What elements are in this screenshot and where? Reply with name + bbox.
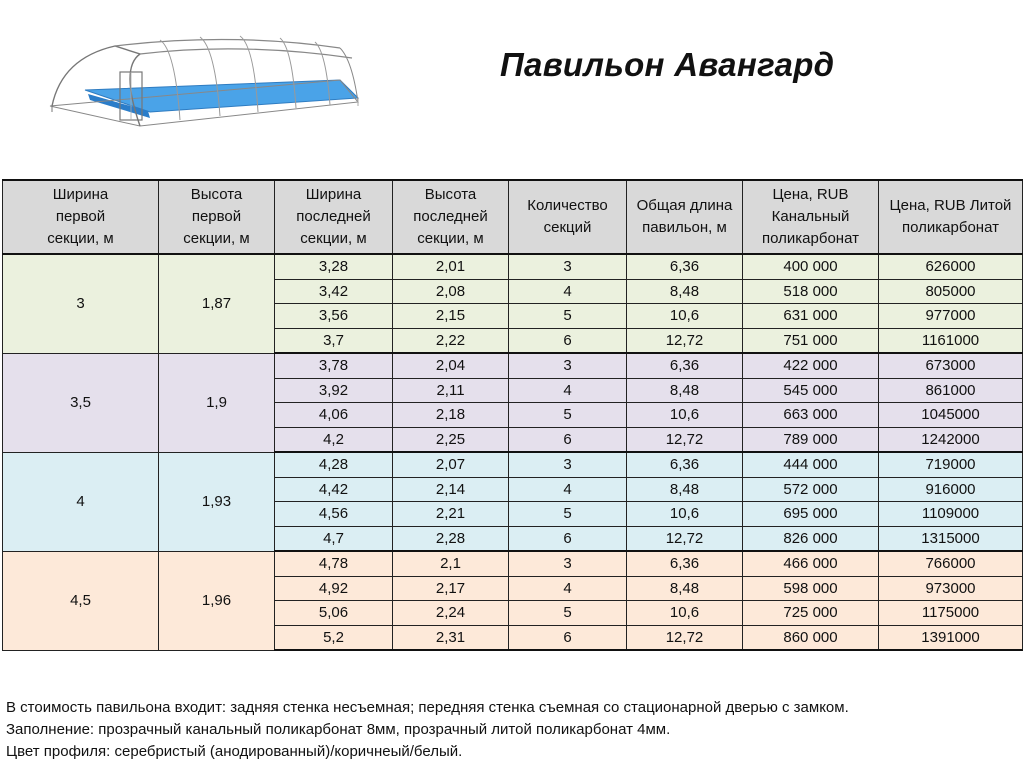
price-cell: 598 000 <box>743 576 879 601</box>
table-cell: 5,06 <box>275 601 393 626</box>
height-first-cell: 1,87 <box>159 254 275 353</box>
table-header-row <box>3 180 1023 254</box>
width-first-cell: 3,5 <box>3 353 159 452</box>
price-cell: 1045000 <box>879 403 1023 428</box>
table-cell: 2,1 <box>393 551 509 576</box>
price-cell: 466 000 <box>743 551 879 576</box>
price-cell: 1161000 <box>879 328 1023 353</box>
price-cell: 663 000 <box>743 403 879 428</box>
table-cell: 4 <box>509 477 627 502</box>
column-header-text: Цена, RUB <box>772 186 849 203</box>
table-cell: 6,36 <box>627 254 743 279</box>
price-cell: 719000 <box>879 452 1023 477</box>
column-header-text: последней <box>296 208 371 225</box>
table-cell: 6 <box>509 328 627 353</box>
price-table <box>2 179 1023 651</box>
column-header <box>159 180 275 254</box>
column-header-text: Цена, RUB Литой <box>889 197 1012 214</box>
price-cell: 626000 <box>879 254 1023 279</box>
table-cell: 2,25 <box>393 427 509 452</box>
table-cell: 4 <box>509 576 627 601</box>
column-header <box>743 180 879 254</box>
table-cell: 3,28 <box>275 254 393 279</box>
table-cell: 3,42 <box>275 279 393 304</box>
table-cell: 6 <box>509 625 627 650</box>
column-header <box>627 180 743 254</box>
column-header-text: Ширина <box>52 186 109 203</box>
table-body <box>3 254 1023 650</box>
price-cell: 1175000 <box>879 601 1023 626</box>
table-cell: 10,6 <box>627 403 743 428</box>
table-cell: 3 <box>509 353 627 378</box>
column-header <box>393 180 509 254</box>
price-cell: 805000 <box>879 279 1023 304</box>
table-cell: 6,36 <box>627 551 743 576</box>
price-cell: 444 000 <box>743 452 879 477</box>
column-header-text: Канальный <box>771 208 850 225</box>
column-header-text: секции, м <box>47 230 114 247</box>
column-header-text: поликарбонат <box>762 230 859 247</box>
column-header <box>879 180 1023 254</box>
height-first-cell: 1,96 <box>159 551 275 650</box>
table-cell: 4 <box>509 279 627 304</box>
table-cell: 4,92 <box>275 576 393 601</box>
price-cell: 725 000 <box>743 601 879 626</box>
price-cell: 977000 <box>879 304 1023 329</box>
column-header-text: первой <box>191 208 242 225</box>
table-cell: 8,48 <box>627 378 743 403</box>
price-cell: 422 000 <box>743 353 879 378</box>
price-cell: 518 000 <box>743 279 879 304</box>
width-first-cell: 4,5 <box>3 551 159 650</box>
table-cell: 2,22 <box>393 328 509 353</box>
column-header-text: Общая длина <box>636 197 733 214</box>
table-cell: 3 <box>509 452 627 477</box>
price-cell: 916000 <box>879 477 1023 502</box>
note-line: Цвет профиля: серебристый (анодированный)/коричнеый/белый. <box>6 743 463 760</box>
price-cell: 1391000 <box>879 625 1023 650</box>
column-header-text: секций <box>543 219 592 236</box>
table-cell: 4,28 <box>275 452 393 477</box>
column-header-text: поликарбонат <box>902 219 999 236</box>
table-cell: 2,18 <box>393 403 509 428</box>
column-header-text: Количество <box>527 197 608 214</box>
column-header-text: секции, м <box>417 230 484 247</box>
price-cell: 861000 <box>879 378 1023 403</box>
width-first-cell: 3 <box>3 254 159 353</box>
table-cell: 5 <box>509 403 627 428</box>
width-first-cell: 4 <box>3 452 159 551</box>
table-cell: 2,14 <box>393 477 509 502</box>
table-cell: 2,04 <box>393 353 509 378</box>
table-row <box>3 254 1023 279</box>
price-cell: 545 000 <box>743 378 879 403</box>
table-cell: 4,2 <box>275 427 393 452</box>
table-cell: 2,21 <box>393 502 509 527</box>
price-cell: 673000 <box>879 353 1023 378</box>
table-cell: 2,28 <box>393 526 509 551</box>
table-cell: 5 <box>509 304 627 329</box>
table-cell: 8,48 <box>627 279 743 304</box>
table-cell: 4,7 <box>275 526 393 551</box>
height-first-cell: 1,9 <box>159 353 275 452</box>
table-cell: 6,36 <box>627 452 743 477</box>
table-cell: 12,72 <box>627 526 743 551</box>
table-cell: 4,78 <box>275 551 393 576</box>
column-header-text: павильон, м <box>642 219 727 236</box>
table-cell: 5 <box>509 601 627 626</box>
price-cell: 766000 <box>879 551 1023 576</box>
price-cell: 695 000 <box>743 502 879 527</box>
price-cell: 860 000 <box>743 625 879 650</box>
pavilion-illustration <box>40 28 360 148</box>
table-row <box>3 551 1023 576</box>
price-cell: 572 000 <box>743 477 879 502</box>
table-cell: 2,01 <box>393 254 509 279</box>
column-header-text: последней <box>413 208 488 225</box>
column-header <box>275 180 393 254</box>
table-cell: 2,11 <box>393 378 509 403</box>
table-cell: 6,36 <box>627 353 743 378</box>
price-cell: 631 000 <box>743 304 879 329</box>
price-cell: 1109000 <box>879 502 1023 527</box>
column-header <box>509 180 627 254</box>
column-header-text: Ширина <box>305 186 362 203</box>
table-cell: 3 <box>509 254 627 279</box>
table-cell: 6 <box>509 427 627 452</box>
table-cell: 10,6 <box>627 502 743 527</box>
table-cell: 3,78 <box>275 353 393 378</box>
table-row <box>3 353 1023 378</box>
table-cell: 3 <box>509 551 627 576</box>
table-cell: 4,42 <box>275 477 393 502</box>
page-title: Павильон Авангард <box>500 46 835 83</box>
table-cell: 12,72 <box>627 427 743 452</box>
table-cell: 2,07 <box>393 452 509 477</box>
price-cell: 826 000 <box>743 526 879 551</box>
column-header-text: Высота <box>190 186 243 203</box>
price-cell: 789 000 <box>743 427 879 452</box>
table-cell: 2,31 <box>393 625 509 650</box>
table-cell: 4 <box>509 378 627 403</box>
column-header-text: Высота <box>424 186 477 203</box>
price-cell: 751 000 <box>743 328 879 353</box>
table-cell: 6 <box>509 526 627 551</box>
price-cell: 1315000 <box>879 526 1023 551</box>
table-cell: 3,7 <box>275 328 393 353</box>
column-header <box>3 180 159 254</box>
note-line: Заполнение: прозрачный канальный поликарбонат 8мм, прозрачный литой поликарбонат 4мм. <box>6 721 671 738</box>
column-header-text: секции, м <box>300 230 367 247</box>
price-cell: 1242000 <box>879 427 1023 452</box>
table-cell: 8,48 <box>627 477 743 502</box>
table-cell: 12,72 <box>627 328 743 353</box>
note-line: В стоимость павильона входит: задняя стенка несъемная; передняя стенка съемная со стационарной дверью с замком. <box>6 699 849 716</box>
table-cell: 3,92 <box>275 378 393 403</box>
table-cell: 3,56 <box>275 304 393 329</box>
price-cell: 973000 <box>879 576 1023 601</box>
table-cell: 2,15 <box>393 304 509 329</box>
column-header-text: секции, м <box>183 230 250 247</box>
table-cell: 4,06 <box>275 403 393 428</box>
table-cell: 12,72 <box>627 625 743 650</box>
table-cell: 2,08 <box>393 279 509 304</box>
table-cell: 10,6 <box>627 304 743 329</box>
column-header-text: первой <box>55 208 106 225</box>
table-cell: 2,17 <box>393 576 509 601</box>
table-cell: 8,48 <box>627 576 743 601</box>
table-cell: 4,56 <box>275 502 393 527</box>
table-cell: 5 <box>509 502 627 527</box>
height-first-cell: 1,93 <box>159 452 275 551</box>
table-cell: 5,2 <box>275 625 393 650</box>
table-cell: 2,24 <box>393 601 509 626</box>
table-row <box>3 452 1023 477</box>
table-cell: 10,6 <box>627 601 743 626</box>
price-cell: 400 000 <box>743 254 879 279</box>
